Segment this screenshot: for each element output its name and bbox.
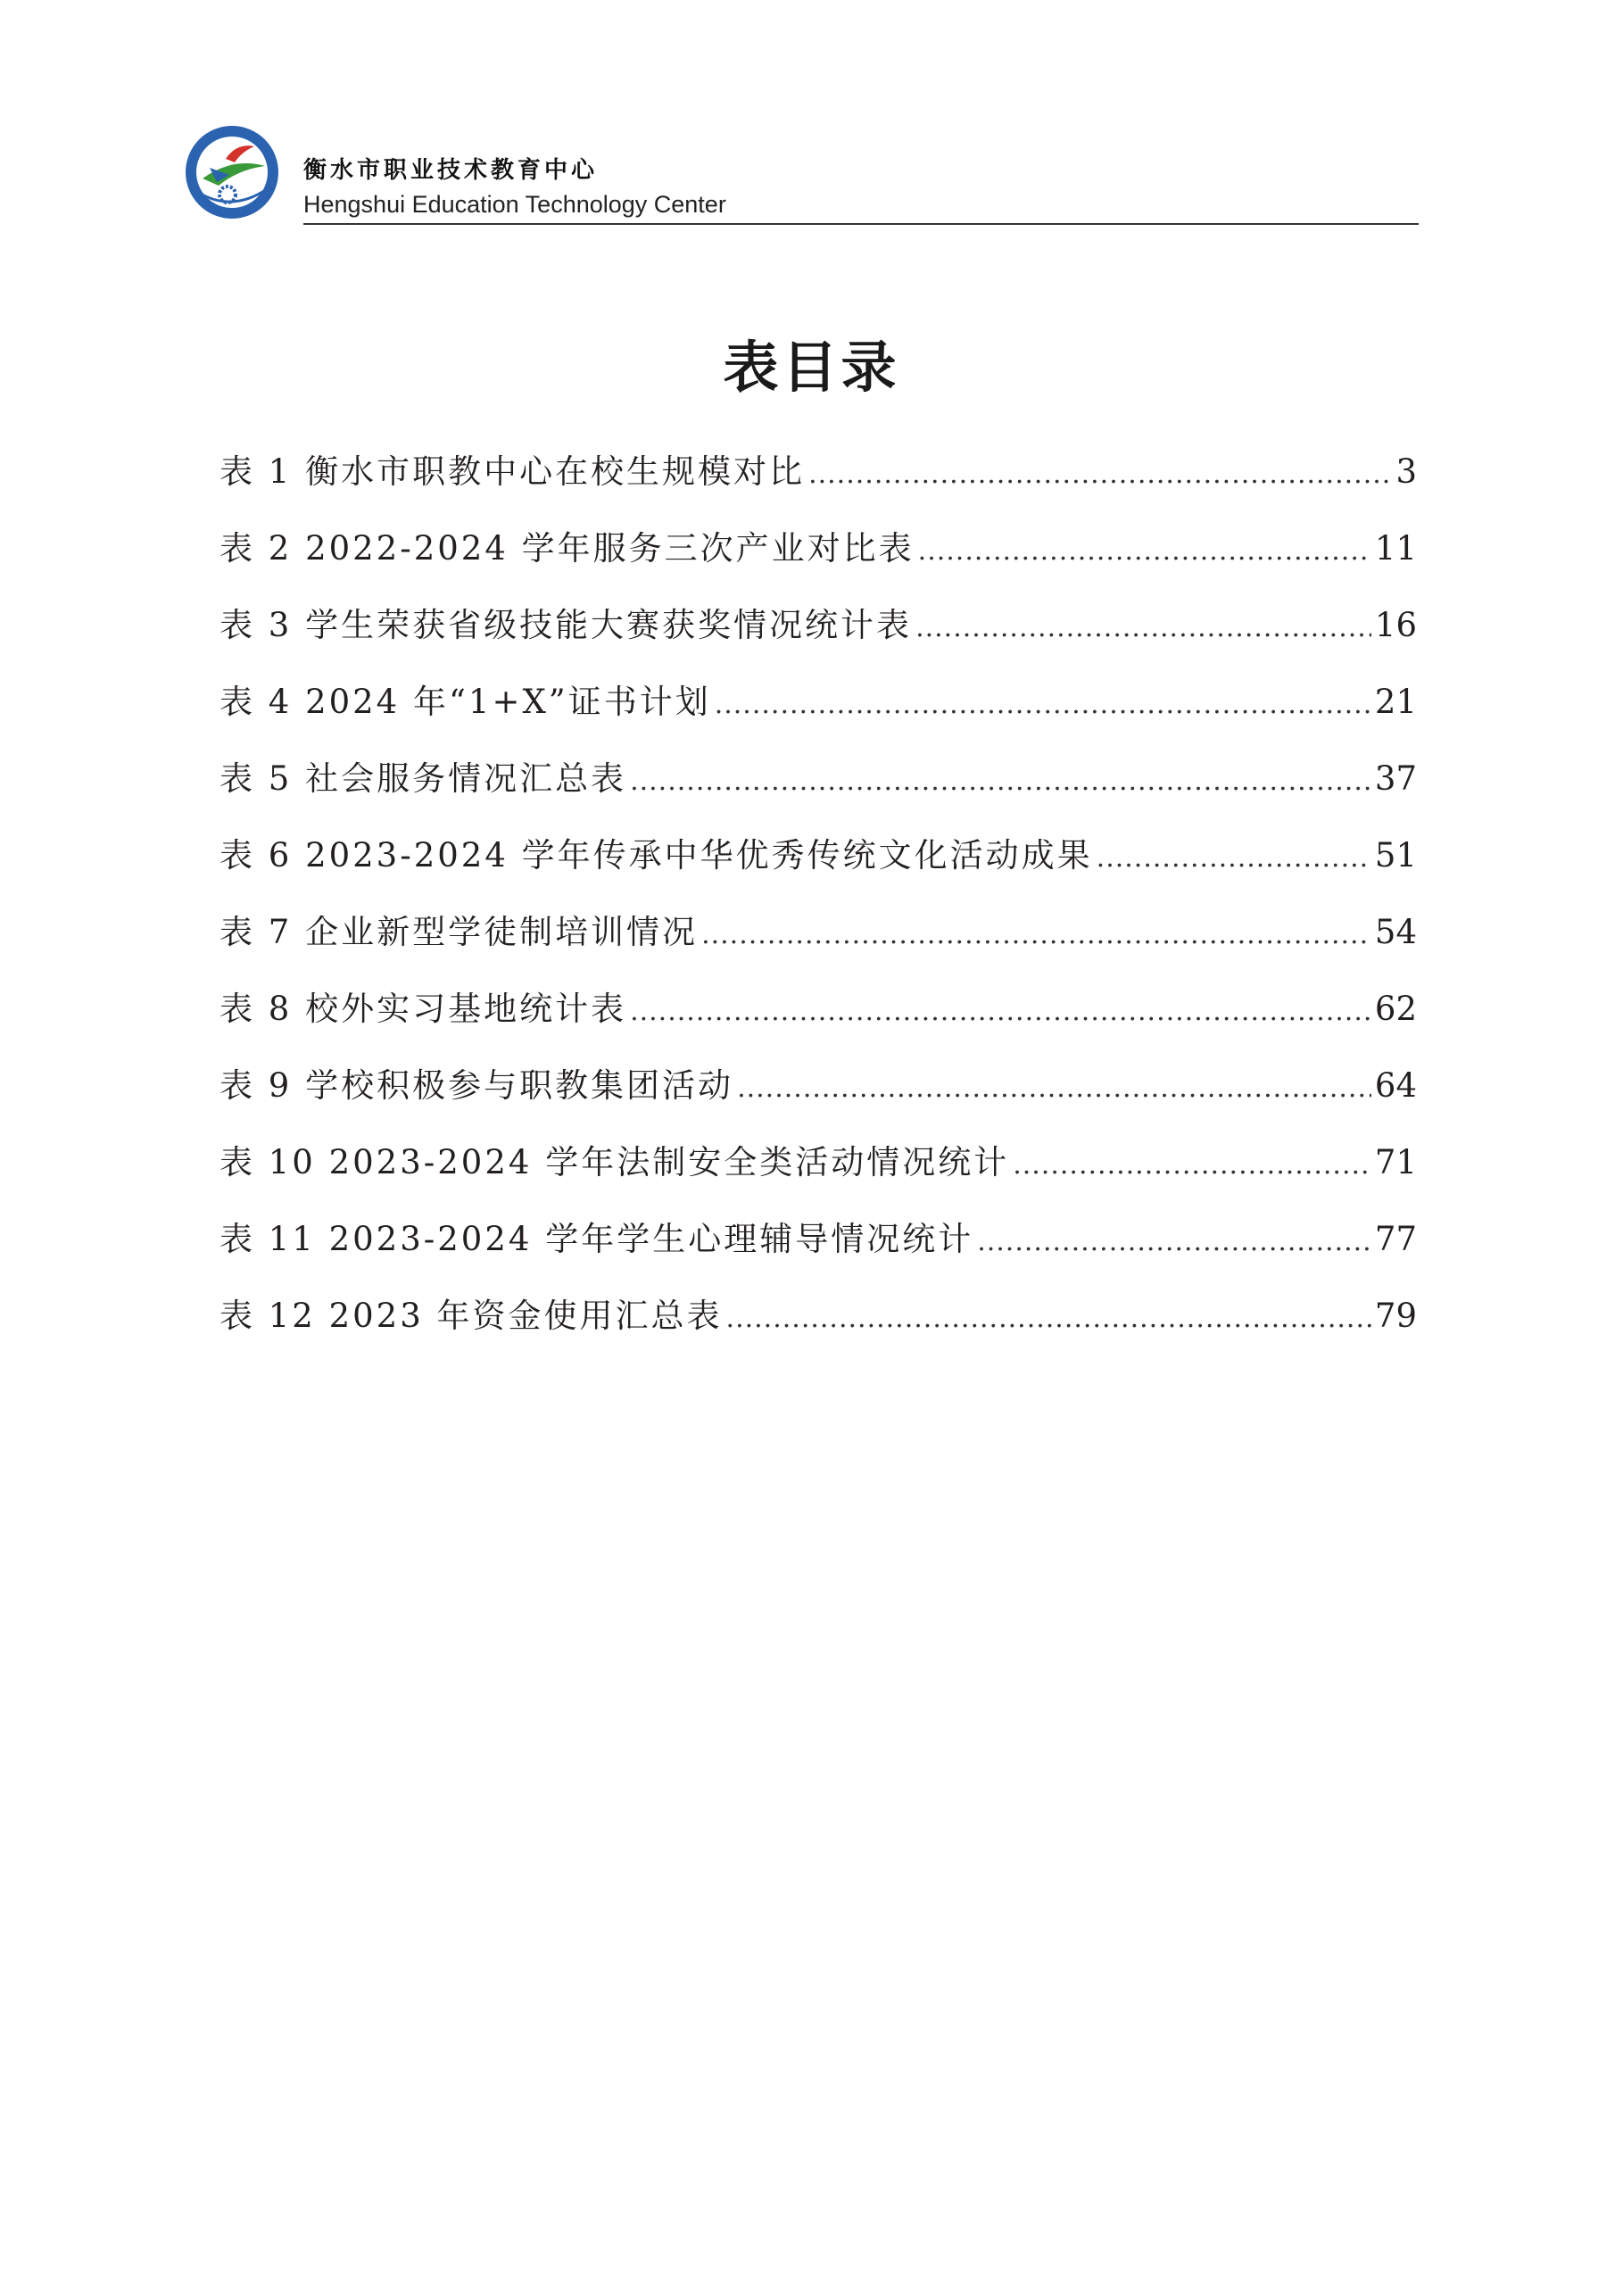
- toc-leader-dots: [737, 1073, 1371, 1104]
- school-emblem-icon: [183, 123, 281, 221]
- toc-entry[interactable]: [219, 1289, 1417, 1365]
- toc-entry-page: 64: [1374, 1066, 1417, 1105]
- toc-entry-page: 37: [1374, 759, 1417, 798]
- toc-entry-page: 79: [1374, 1297, 1417, 1335]
- toc-entry[interactable]: [219, 675, 1417, 751]
- toc-leader-dots: [977, 1226, 1371, 1257]
- header-org-name-cn: 衡水市职业技术教育中心: [303, 157, 599, 184]
- toc-leader-dots: [915, 612, 1371, 643]
- toc-entry[interactable]: [219, 905, 1417, 982]
- toc-leader-dots: [808, 459, 1392, 490]
- toc-entry[interactable]: [219, 828, 1417, 905]
- toc-entry-label: 表 12 2023 年资金使用汇总表: [219, 1297, 723, 1335]
- toc-entry-label: 表 1 衡水市职教中心在校生规模对比: [219, 452, 806, 491]
- toc-entry-label: 表 4 2024 年“1+X”证书计划: [219, 683, 711, 721]
- toc-entry-page: 77: [1374, 1220, 1417, 1258]
- toc-entry[interactable]: [219, 598, 1417, 675]
- table-of-tables: [219, 444, 1417, 1365]
- toc-entry-page: 51: [1374, 836, 1417, 874]
- toc-entry[interactable]: [219, 444, 1417, 521]
- toc-entry-page: 11: [1374, 529, 1417, 568]
- toc-leader-dots: [630, 996, 1371, 1027]
- toc-leader-dots: [1097, 842, 1371, 874]
- toc-leader-dots: [630, 766, 1371, 797]
- toc-entry[interactable]: [219, 1212, 1417, 1289]
- toc-entry-label: 表 5 社会服务情况汇总表: [219, 759, 627, 798]
- toc-entry-label: 表 8 校外实习基地统计表: [219, 990, 627, 1028]
- toc-leader-dots: [1013, 1149, 1371, 1181]
- toc-entry[interactable]: [219, 1058, 1417, 1135]
- toc-leader-dots: [918, 535, 1371, 567]
- toc-entry-page: 3: [1395, 452, 1417, 491]
- page-title: 表目录: [723, 335, 900, 400]
- toc-entry-label: 表 2 2022-2024 学年服务三次产业对比表: [219, 529, 915, 568]
- toc-entry-label: 表 10 2023-2024 学年法制安全类活动情况统计: [219, 1143, 1010, 1181]
- toc-entry-label: 表 7 企业新型学徒制培训情况: [219, 913, 699, 951]
- toc-entry-page: 16: [1374, 606, 1417, 644]
- toc-entry-label: 表 9 学校积极参与职教集团活动: [219, 1066, 734, 1105]
- toc-entry-page: 54: [1374, 913, 1417, 951]
- header-divider: [303, 223, 1419, 225]
- header-org-name-en: Hengshui Education Technology Center: [303, 191, 726, 218]
- toc-entry-page: 21: [1374, 683, 1417, 721]
- toc-entry-page: 71: [1374, 1143, 1417, 1181]
- toc-entry[interactable]: [219, 751, 1417, 828]
- toc-entry[interactable]: [219, 982, 1417, 1058]
- toc-entry-label: 表 11 2023-2024 学年学生心理辅导情况统计: [219, 1220, 974, 1258]
- toc-leader-dots: [726, 1303, 1371, 1334]
- toc-entry-page: 62: [1374, 990, 1417, 1028]
- toc-leader-dots: [701, 919, 1371, 950]
- toc-entry-label: 表 6 2023-2024 学年传承中华优秀传统文化活动成果: [219, 836, 1093, 874]
- toc-entry-label: 表 3 学生荣获省级技能大赛获奖情况统计表: [219, 606, 913, 644]
- toc-entry[interactable]: [219, 521, 1417, 598]
- toc-entry[interactable]: [219, 1135, 1417, 1212]
- toc-leader-dots: [715, 689, 1371, 720]
- page-header: [183, 116, 1419, 223]
